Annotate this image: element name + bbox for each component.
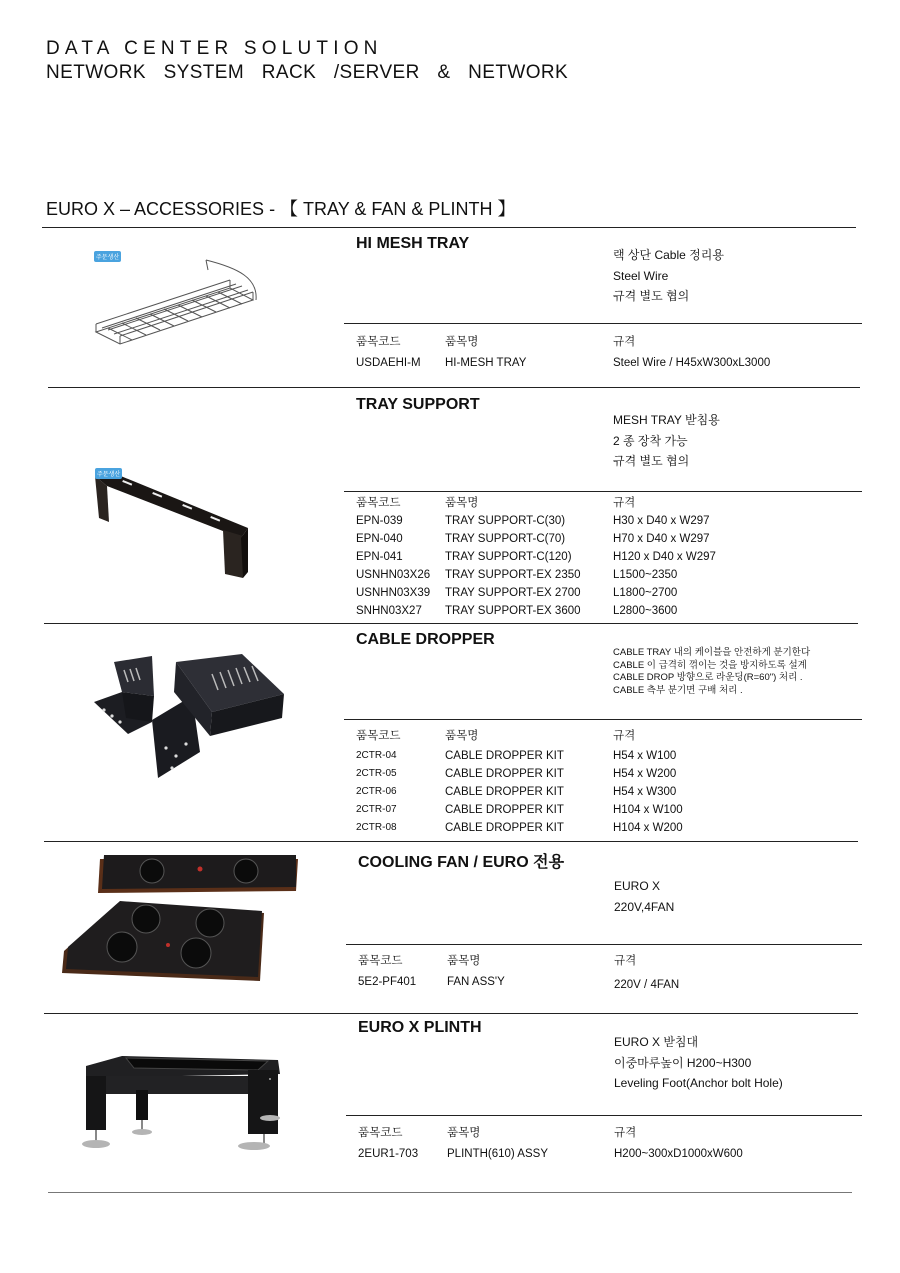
code-cell: 2CTR-07 <box>356 804 397 815</box>
code-cell: USNHN03X26 <box>356 569 431 581</box>
name-cell: TRAY SUPPORT-C(30) <box>445 515 566 527</box>
code-cell: 2CTR-08 <box>356 822 397 833</box>
desc-line: 2 종 장착 가능 <box>613 433 688 448</box>
name-cell: TRAY SUPPORT-C(120) <box>445 551 572 563</box>
name-cell: TRAY SUPPORT-EX 2350 <box>445 569 581 581</box>
spec-cell: Steel Wire / H45xW300xL3000 <box>613 357 771 369</box>
code-header: 품목코드 <box>356 730 401 742</box>
code-cell: 2CTR-04 <box>356 750 397 761</box>
divider <box>44 841 858 842</box>
code-cell: USNHN03X39 <box>356 587 431 599</box>
divider <box>344 491 862 492</box>
made-to-order-badge: 주문생산 <box>95 468 122 479</box>
spec-column <box>613 333 770 372</box>
product-title: COOLING FAN / EURO 전용 <box>358 854 565 871</box>
name-cell: PLINTH(610) ASSY <box>447 1148 548 1160</box>
code-cell: 2CTR-06 <box>356 786 397 797</box>
divider <box>48 1192 852 1193</box>
section-title: EURO X – ACCESSORIES - 【 TRAY & FAN & PLINTH 】 <box>46 199 516 219</box>
code-header: 품목코드 <box>356 336 401 348</box>
name-cell: FAN ASS'Y <box>447 976 505 988</box>
name-column <box>447 1124 548 1163</box>
name-header: 품목명 <box>447 955 481 967</box>
spec-cell: H70 x D40 x W297 <box>613 533 710 545</box>
spec-cell: H54 x W300 <box>613 786 677 798</box>
desc-line: 랙 상단 Cable 정리용 <box>613 248 724 262</box>
code-header: 품목코드 <box>358 1127 403 1139</box>
name-header: 품목명 <box>445 336 479 348</box>
desc-line: EURO X <box>614 879 661 893</box>
product-title: EURO X PLINTH <box>358 1019 482 1036</box>
name-cell: CABLE DROPPER KIT <box>445 822 564 834</box>
product-description <box>613 410 720 472</box>
spec-cell: 220V / 4FAN <box>614 979 680 991</box>
code-cell: 2EUR1-703 <box>358 1148 419 1160</box>
divider <box>44 1013 858 1014</box>
desc-line: Steel Wire <box>613 268 669 283</box>
desc-line: CABLE 이 급격히 꺾이는 것을 방지하도록 설계 <box>613 659 807 671</box>
name-cell: CABLE DROPPER KIT <box>445 768 564 780</box>
divider <box>344 323 862 324</box>
name-column <box>445 333 526 372</box>
name-cell: HI-MESH TRAY <box>445 357 527 369</box>
code-cell: EPN-041 <box>356 551 403 563</box>
cable-dropper-image <box>92 652 292 782</box>
divider <box>44 623 858 624</box>
product-title: TRAY SUPPORT <box>356 396 480 413</box>
spec-header: 규격 <box>613 497 636 509</box>
name-cell: CABLE DROPPER KIT <box>445 750 564 762</box>
code-column <box>358 952 416 991</box>
made-to-order-badge: 주문생산 <box>94 251 121 262</box>
code-column <box>356 727 400 837</box>
name-header: 품목명 <box>445 497 479 509</box>
product-description <box>614 876 674 917</box>
name-column <box>447 952 505 991</box>
spec-cell: L2800~3600 <box>613 605 678 617</box>
spec-cell: H200~300xD1000xW600 <box>614 1148 743 1160</box>
code-cell: EPN-040 <box>356 533 403 545</box>
product-title: CABLE DROPPER <box>356 631 495 648</box>
spec-cell: H30 x D40 x W297 <box>613 515 710 527</box>
name-cell: TRAY SUPPORT-C(70) <box>445 533 566 545</box>
spec-header: 규격 <box>613 336 636 348</box>
desc-line: CABLE TRAY 내의 케이블을 안전하게 분기한다 <box>613 647 811 658</box>
code-cell: EPN-039 <box>356 515 403 527</box>
desc-line: 이중마루높이 H200~H300 <box>614 1055 752 1070</box>
divider <box>48 387 860 388</box>
code-column <box>356 333 421 372</box>
divider <box>346 944 862 945</box>
spec-header: 규격 <box>614 955 637 967</box>
divider <box>344 719 862 720</box>
spec-cell: H54 x W100 <box>613 750 677 762</box>
mesh-tray-image <box>88 248 263 346</box>
spec-cell: H104 x W200 <box>613 822 683 834</box>
cooling-fan-image <box>60 853 305 988</box>
desc-line: 규격 별도 협의 <box>613 454 690 468</box>
spec-column <box>614 1124 743 1163</box>
product-description <box>613 647 810 697</box>
spec-cell: H54 x W200 <box>613 768 677 780</box>
name-header: 품목명 <box>445 730 479 742</box>
code-cell: SNHN03X27 <box>356 605 422 617</box>
desc-line: CABLE 측부 분기면 구배 처리 . <box>613 684 743 696</box>
desc-line: 규격 별도 협의 <box>613 289 690 303</box>
name-cell: CABLE DROPPER KIT <box>445 786 564 798</box>
name-cell: TRAY SUPPORT-EX 3600 <box>445 605 581 617</box>
plinth-image <box>82 1052 287 1152</box>
tray-support-image <box>93 466 253 581</box>
name-column <box>445 727 564 837</box>
code-header: 품목코드 <box>356 497 401 509</box>
header-line-2: NETWORK SYSTEM RACK /SERVER & NETWORK <box>46 62 569 83</box>
desc-line: Leveling Foot(Anchor bolt Hole) <box>614 1076 783 1090</box>
spec-cell: L1800~2700 <box>613 587 678 599</box>
spec-cell: H104 x W100 <box>613 804 683 816</box>
name-cell: CABLE DROPPER KIT <box>445 804 564 816</box>
divider <box>346 1115 862 1116</box>
spec-cell: H120 x D40 x W297 <box>613 551 716 563</box>
name-header: 품목명 <box>447 1127 481 1139</box>
header-line-1: DATA CENTER SOLUTION <box>46 38 383 59</box>
code-cell: USDAEHI-M <box>356 357 421 369</box>
code-cell: 5E2-PF401 <box>358 976 417 988</box>
name-cell: TRAY SUPPORT-EX 2700 <box>445 587 581 599</box>
desc-line: CABLE DROP 방향으로 라운딩(R=60") 처리 . <box>613 672 803 683</box>
product-title: HI MESH TRAY <box>356 235 470 252</box>
spec-header: 규격 <box>614 1127 637 1139</box>
spec-header: 규격 <box>613 730 636 742</box>
spec-column <box>613 494 716 620</box>
spec-cell: L1500~2350 <box>613 569 678 581</box>
spec-column <box>614 952 679 994</box>
desc-line: 220V,4FAN <box>614 899 675 914</box>
code-cell: 2CTR-05 <box>356 768 397 779</box>
name-column <box>445 494 581 620</box>
product-description <box>614 1032 783 1094</box>
divider <box>42 227 856 228</box>
desc-line: EURO X 받침대 <box>614 1035 699 1049</box>
spec-column <box>613 727 683 837</box>
code-column <box>358 1124 418 1163</box>
code-column <box>356 494 430 620</box>
code-header: 품목코드 <box>358 955 403 967</box>
product-description <box>613 245 724 307</box>
desc-line: MESH TRAY 받침용 <box>613 413 720 427</box>
